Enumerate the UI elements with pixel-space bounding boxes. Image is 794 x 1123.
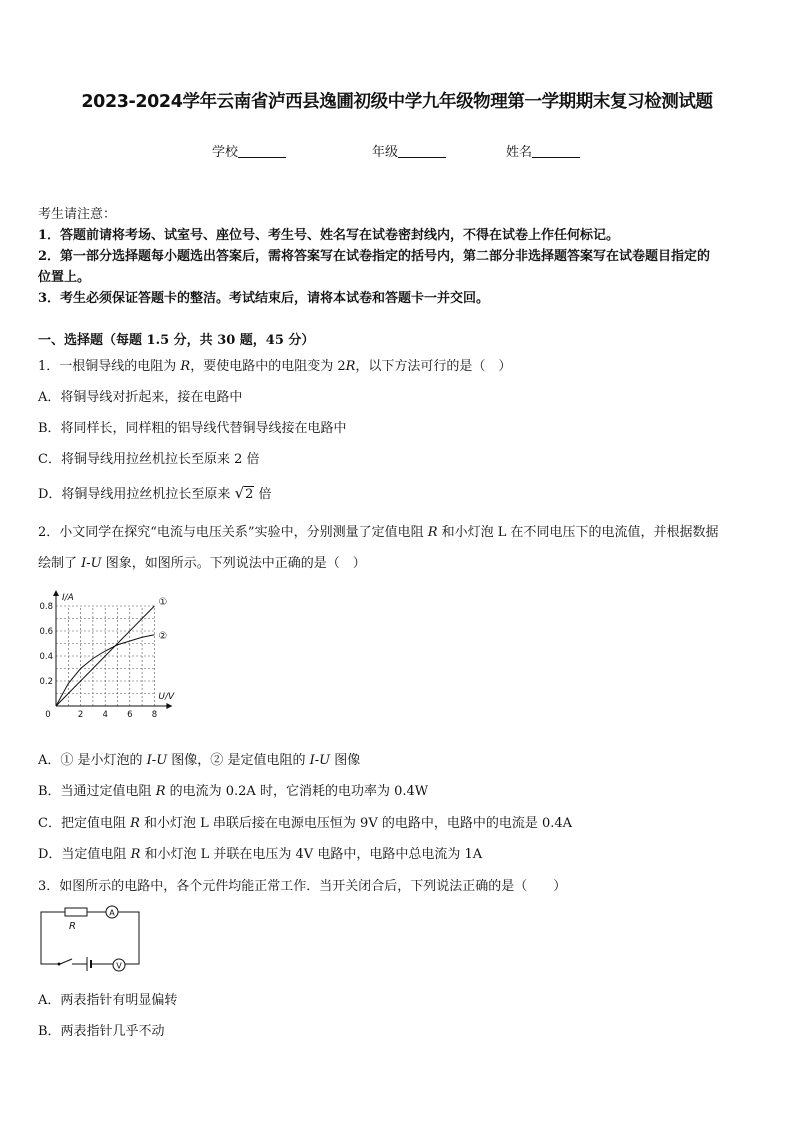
- q2-option-text: 图像，: [167, 753, 211, 768]
- q1-option-d[interactable]: [38, 483, 272, 502]
- resistor-label: R: [69, 921, 76, 932]
- y-tick-label: 0.8: [39, 602, 53, 612]
- q2-stem-text: 绘制了: [38, 556, 82, 571]
- grade-blank[interactable]: [398, 145, 446, 158]
- school-field: [212, 141, 286, 160]
- q2-stem-line1: [38, 521, 719, 540]
- q2-option-text: 的电流为 0.2A 时，它消耗的电功率为 0.4W: [165, 784, 429, 799]
- x-tick-label: 4: [102, 710, 108, 718]
- circuit-wire-top-left: [41, 912, 65, 964]
- q2-option-text: 和小灯泡 L 并联在电压为 4V 电路中，电路中总电流为 1A: [140, 847, 483, 862]
- series-label-1: ①: [158, 597, 168, 608]
- series-label-2: ②: [158, 630, 168, 642]
- q3-option-b[interactable]: B．两表指针几乎不动: [38, 1024, 165, 1039]
- q1-stem-text: ，以下方法可行的是（ ）: [355, 359, 512, 374]
- q2-option-text: 和小灯泡 L 串联后接在电源电压恒为 9V 的电路中，电路中的电流是 0.4A: [139, 816, 573, 831]
- school-label: 学校: [212, 145, 239, 160]
- q3-stem: 3．如图所示的电路中，各个元件均能正常工作．当开关闭合后，下列说法正确的是（ ）: [38, 879, 567, 894]
- q2-symbol-iu: I-U: [309, 753, 331, 768]
- y-axis-arrow: [53, 590, 59, 596]
- q2-option-text: 图像: [330, 753, 361, 768]
- x-tick-label: 6: [127, 710, 133, 718]
- circuit-wire-right: [118, 912, 139, 964]
- q1-symbol-r: R: [345, 359, 356, 374]
- name-label: 姓名: [506, 145, 533, 160]
- q2-option-text: A．: [38, 753, 61, 768]
- grade-label: 年级: [372, 145, 399, 160]
- q1-option-d-text: D．将铜导线用拉丝机拉长至原来: [38, 487, 235, 502]
- q2-symbol-r: R: [130, 816, 140, 831]
- page-title: 2023-2024学年云南省泸西县逸圃初级中学九年级物理第一学期期末复习检测试题: [81, 92, 713, 112]
- q1-stem-text: ，要使电路中的电阻变为 2: [190, 359, 346, 374]
- q2-option-b[interactable]: [38, 780, 428, 799]
- x-tick-label: 2: [77, 710, 84, 718]
- q2-stem-text: 和小灯泡 L 在不同电压下的电流值，并根据数据: [437, 525, 719, 540]
- switch-pivot: [58, 963, 61, 966]
- x-axis-arrow: [166, 703, 172, 709]
- resistor-symbol: [65, 908, 87, 916]
- q2-option-d[interactable]: [38, 843, 482, 862]
- grade-field: [372, 141, 446, 160]
- ammeter-label: A: [109, 908, 115, 918]
- iu-graph: [30, 576, 190, 718]
- q2-option-a[interactable]: [38, 749, 360, 768]
- q1-option-b[interactable]: B．将同样长，同样粗的铝导线代替铜导线接在电路中: [38, 421, 347, 436]
- q2-option-text: 是定值电阻的: [223, 753, 310, 768]
- q2-symbol-r: R: [130, 847, 141, 862]
- section-heading: 一、选择题（每题 1.5 分，共 30 题，45 分）: [38, 333, 315, 348]
- notice-item-2: 2．第一部分选择题每小题选出答案后，需将答案写在试卷指定的括号内，第二部分非选择题答案写在试卷题目指定的: [38, 249, 711, 264]
- y-tick-label: 0.2: [39, 677, 53, 687]
- q1-option-a[interactable]: A．将铜导线对折起来，接在电路中: [38, 390, 243, 405]
- x-tick-label: 0: [45, 710, 51, 718]
- q2-option-text: D．当定值电阻: [38, 847, 131, 862]
- q2-symbol-iu: I-U: [81, 556, 102, 571]
- notice-item-2-cont: 位置上。: [38, 270, 91, 285]
- q2-option-text: C．把定值电阻: [38, 816, 131, 831]
- q2-stem-text: 图象，如图所示。下列说法中正确的是（ ）: [101, 556, 366, 571]
- q2-symbol-iu: I-U: [146, 753, 168, 768]
- q2-stem-text: 2．小文同学在探究“电流与电压关系”实验中，分别测量了定值电阻: [38, 525, 428, 540]
- q2-symbol-r: R: [155, 784, 166, 799]
- x-axis-label: U/V: [158, 692, 175, 702]
- name-blank[interactable]: [532, 145, 580, 158]
- notice-item-3: 3．考生必须保证答题卡的整洁。考试结束后，请将本试卷和答题卡一并交回。: [38, 291, 490, 306]
- q1-radicand: 2: [245, 487, 254, 502]
- q3-option-a[interactable]: A．两表指针有明显偏转: [38, 993, 178, 1008]
- q2-option-c[interactable]: [38, 812, 572, 831]
- notice-item-1: 1．答题前请将考场、试室号、座位号、考生号、姓名写在试卷密封线内，不得在试卷上作任何标记。: [38, 228, 620, 243]
- switch-blade[interactable]: [60, 959, 72, 964]
- q1-option-d-text: 倍: [254, 487, 272, 502]
- y-axis-label: I/A: [62, 593, 74, 603]
- name-field: [506, 141, 580, 160]
- q1-stem: [38, 355, 511, 374]
- q2-option-text: B．当通过定值电阻: [38, 784, 156, 799]
- x-tick-label: 8: [151, 710, 158, 718]
- q2-marker-2: ②: [210, 753, 224, 768]
- sqrt-icon: √: [234, 484, 245, 502]
- y-tick-label: 0.6: [39, 627, 53, 637]
- q2-symbol-r: R: [427, 525, 438, 540]
- q2-marker-1: ①: [60, 753, 74, 768]
- notice-heading: 考生请注意：: [38, 207, 117, 222]
- q1-stem-text: 1．一根铜导线的电阻为: [38, 359, 181, 374]
- q2-stem-line2: [38, 552, 366, 571]
- q2-option-text: 是小灯泡的: [73, 753, 147, 768]
- voltmeter-label: V: [116, 961, 122, 971]
- q3-circuit-diagram: [36, 902, 146, 974]
- school-blank[interactable]: [238, 145, 286, 158]
- q1-option-c[interactable]: C．将铜导线用拉丝机拉长至原来 2 倍: [38, 452, 260, 467]
- q1-symbol-r: R: [180, 359, 191, 374]
- y-tick-label: 0.4: [39, 652, 53, 662]
